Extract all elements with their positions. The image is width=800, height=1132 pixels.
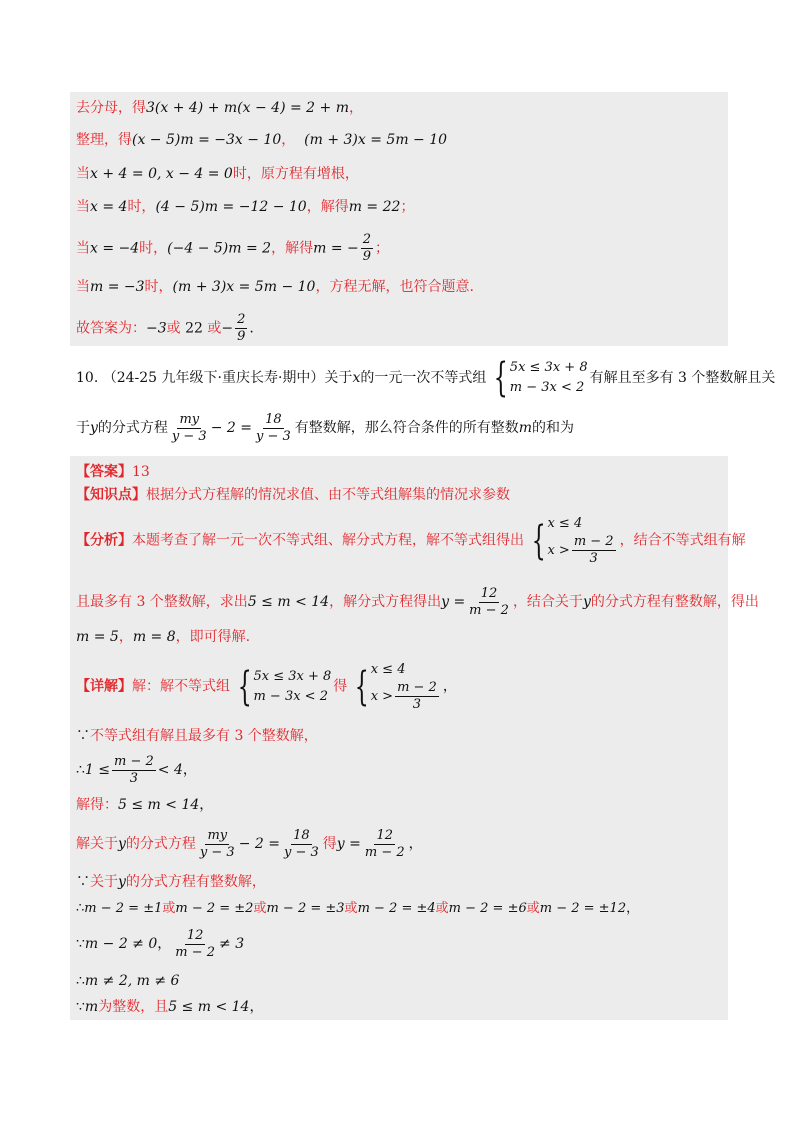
analysis-line-1: 【分析】本题考查了解一元一次不等式组、解分式方程，解不等式组得出 { x ≤ 4 x > $\frac{m - 2}{3}$ ，结合不等式组有解 (76, 516, 746, 566)
question-line-1: 10. （24-25 九年级下·重庆长寿·期中）关于x的一元一次不等式组 { 5x ≤ 3x + 8 m − 3x < 2 有解且至多有 3 个整数解且关 (76, 355, 776, 401)
detail-line-3: ∴1 ≤ $\frac{m - 2}{3}$ < 4， (76, 753, 197, 786)
detail-solution-set: { x ≤ 4 x > $\frac{m - 2}{3}$ (354, 662, 437, 712)
question-number: 10. (76, 370, 99, 386)
detail-line-5: 解关于y的分式方程 $\frac{my}{y - 3}$ − 2 = $\frac{18}{y - 3}$ 得y = $\frac{12}{m - 2}$ ， (76, 827, 423, 860)
answer-value: 13 (132, 464, 150, 480)
detail-line-4: 解得：5 ≤ m < 14， (76, 797, 214, 813)
analysis-solution-set: { x ≤ 4 x > $\frac{m - 2}{3}$ (531, 516, 614, 566)
detail-inequality-system: { 5x ≤ 3x + 8 m − 3x < 2 (237, 663, 332, 710)
detail-line-9: ∴m ≠ 2, m ≠ 6 (76, 973, 180, 989)
detail-line-2: ∵不等式组有解且最多有 3 个整数解， (76, 728, 318, 744)
prev-line-1: 去分母，得3(x + 4) + m(x − 4) = 2 + m， (76, 100, 363, 116)
prev-line-6: 当m = −3时，(m + 3)x = 5m − 10，方程无解，也符合题意. (76, 279, 474, 295)
detail-line-8: ∵m − 2 ≠ 0， $\frac{12}{m - 2}$ ≠ 3 (76, 927, 245, 960)
detail-line-1: 【详解】解：解不等式组 { 5x ≤ 3x + 8 m − 3x < 2 得 { x ≤ 4 x > $\frac{m - 2}{3}$ ， (76, 662, 457, 712)
question-inequality-system: { 5x ≤ 3x + 8 m − 3x < 2 (494, 355, 588, 401)
prev-line-2: 整理，得(x − 5)m = −3x − 10， (m + 3)x = 5m − 10 (76, 132, 448, 148)
knowledge-line: 【知识点】根据分式方程解的情况求值、由不等式组解集的情况求参数 (76, 487, 510, 503)
prev-line-3: 当x + 4 = 0, x − 4 = 0时，原方程有增根， (76, 166, 359, 182)
analysis-line-3: m = 5，m = 8，即可得解. (76, 629, 251, 645)
analysis-line-2: 且最多有 3 个整数解，求出5 ≤ m < 14，解分式方程得出y = $\frac{12}{m - 2}$ ，结合关于y的分式方程有整数解，得出 (76, 585, 759, 618)
prev-line-5: 当x = −4时，(−4 − 5)m = 2，解得m = − $\frac{2}{9}$ ； (76, 232, 390, 264)
detail-line-6: ∵关于y的分式方程有整数解， (76, 874, 266, 890)
detail-line-10: ∵m为整数，且5 ≤ m < 14， (76, 999, 264, 1015)
detail-line-7: ∴m − 2 = ±1或m − 2 = ±2或m − 2 = ±3或m − 2 = ±4或m − 2 = ±6或m − 2 = ±12， (76, 901, 640, 916)
question-line-2: 于y的分式方程 $\frac{my}{y - 3}$ − 2 = $\frac{18}{y - 3}$ 有整数解，那么符合条件的所有整数m的和为 (76, 411, 575, 444)
prev-line-4: 当x = 4时，(4 − 5)m = −12 − 10，解得m = 22； (76, 199, 415, 215)
prev-line-7: 故答案为：−3或 22 或− $\frac{2}{9}$ . (76, 312, 254, 344)
answer-line: 【答案】13 (76, 464, 150, 480)
